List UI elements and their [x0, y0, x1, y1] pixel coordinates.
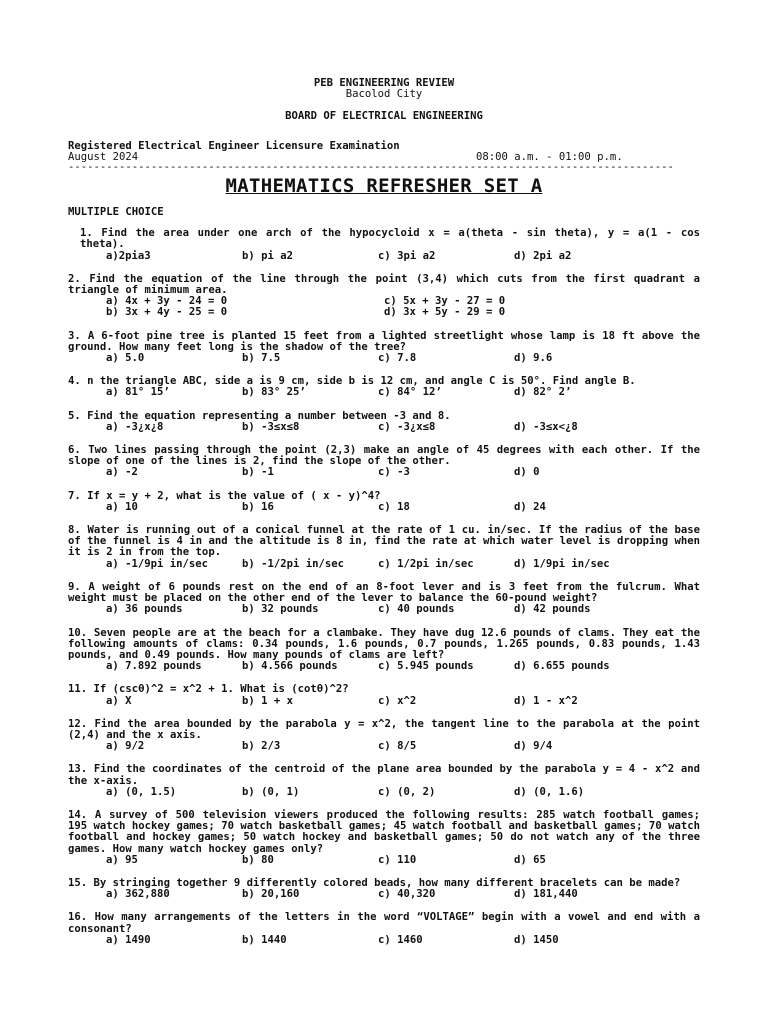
question-stem: 11. If (cscθ)^2 = x^2 + 1. What is (cotθ)^2? [68, 683, 349, 696]
question-item [68, 228, 700, 262]
answer-options [68, 387, 700, 398]
answer-option: a) -1/9pi in/sec [106, 557, 209, 570]
answer-options [68, 502, 700, 513]
answer-options [68, 353, 700, 364]
question-stem: 14. A survey of 500 television viewers produced the following results: 285 watch football games; 195 watch hockey games; 70 watch basketball games; 45 watch football and basketball games; 70 watch football and hockey games; 50 watch hockey and basketball games; 50 do not watch any of the three games. How many watch hockey games only? [68, 808, 700, 855]
answer-option: c) (0, 2) [378, 785, 436, 798]
answer-option: d) 9.6 [514, 352, 553, 365]
answer-option: d) 181,440 [514, 888, 578, 901]
answer-option: b) (0, 1) [242, 785, 300, 798]
question-item [68, 810, 700, 866]
section-heading: MULTIPLE CHOICE [68, 206, 164, 219]
question-stem: 15. By stringing together 9 differently colored beads, how many different bracelets can be made? [68, 876, 681, 889]
question-stem: 7. If x = y + 2, what is the value of ( x - y)^4? [68, 489, 381, 502]
question-stem: 1. Find the area under one arch of the hypocycloid x = a(theta - sin theta), y = a(1 - cos theta). [80, 227, 700, 251]
question-stem: 6. Two lines passing through the point (2,3) make an angle of 45 degrees with each other. If the slope of one of the lines is 2, find the slope of the other. [68, 444, 700, 468]
answer-option: c) 40 pounds [378, 603, 455, 616]
answer-option: b) 83° 25’ [242, 386, 306, 399]
question-item [68, 684, 700, 706]
answer-option: d) 1 - x^2 [514, 694, 578, 707]
answer-options [68, 661, 700, 672]
answer-option: c) 18 [378, 500, 410, 513]
question-stem: 4. n the triangle ABC, side a is 9 cm, side b is 12 cm, and angle C is 50°. Find angle B. [68, 375, 636, 388]
answer-option: b) 1 + x [242, 694, 294, 707]
answer-option: c) 110 [378, 853, 417, 866]
exam-time: 08:00 a.m. - 01:00 p.m. [476, 150, 623, 163]
review-center-name: PEB ENGINEERING REVIEW [313, 77, 455, 89]
answer-option: d) 3x + 5y - 29 = 0 [384, 306, 506, 319]
question-stem: 9. A weight of 6 pounds rest on the end of an 8-foot lever and is 3 feet from the fulcrum. What weight must be placed on the other end of the lever to balance the 60-pound weight? [68, 580, 700, 605]
answer-option: d) 9/4 [514, 740, 553, 753]
question-item [68, 764, 700, 798]
question-item [68, 525, 700, 570]
question-stem: 3. A 6-foot pine tree is planted 15 feet from a lighted streetlight whose lamp is 18 ft above the ground. How many feet long is the shadow of the tree? [68, 329, 700, 353]
question-stem: 16. How many arrangements of the letters in the word “VOLTAGE” begin with a vowel and end with a consonant? [68, 911, 700, 935]
question-stem: 5. Find the equation representing a number between -3 and 8. [68, 409, 451, 422]
answer-options [68, 889, 700, 900]
answer-option: a) (0, 1.5) [106, 785, 177, 798]
answer-option: b) 80 [242, 853, 274, 866]
answer-option: d) 65 [514, 853, 546, 866]
answer-option: d) 1450 [514, 933, 559, 946]
question-item [68, 411, 700, 433]
answer-option: a) 36 pounds [106, 603, 183, 616]
answer-option: a) 4x + 3y - 24 = 0 [106, 295, 228, 308]
exam-name: Registered Electrical Engineer Licensure Examination [68, 139, 400, 152]
answer-option: d) 2pi a2 [514, 249, 572, 262]
question-item [68, 582, 700, 616]
answer-option: a)2pia3 [106, 249, 151, 262]
answer-option: c) -3¿x≤8 [378, 420, 436, 433]
answer-options [68, 935, 700, 946]
review-center-city: Bacolod City [345, 88, 423, 101]
question-item [68, 445, 700, 479]
question-stem: 13. Find the coordinates of the centroid of the plane area bounded by the parabola y = 4 - x^2 and the x-axis. [68, 763, 700, 787]
answer-option: d) 24 [514, 500, 546, 513]
answer-option: a) 10 [106, 500, 138, 513]
answer-option: a) X [106, 694, 132, 707]
answer-option: a) 95 [106, 853, 138, 866]
question-stem: 12. Find the area bounded by the parabola y = x^2, the tangent line to the parabola at the point (2,4) and the x axis. [68, 717, 700, 741]
exam-schedule-row [68, 152, 700, 163]
answer-option: a) 81° 15’ [106, 386, 170, 399]
answer-options [68, 696, 700, 707]
answer-option: d) 1/9pi in/sec [514, 557, 610, 570]
answer-option: c) 8/5 [378, 740, 417, 753]
answer-option: b) 16 [242, 500, 274, 513]
answer-option: d) 82° 2’ [514, 386, 572, 399]
answer-option: a) -3¿x¿8 [106, 420, 164, 433]
board-name: BOARD OF ELECTRICAL ENGINEERING [285, 110, 483, 123]
answer-options [68, 855, 700, 866]
question-item [68, 719, 700, 753]
answer-option: b) -1 [242, 466, 274, 479]
answer-option: b) 2/3 [242, 740, 281, 753]
answer-options [68, 559, 700, 570]
answer-options [68, 604, 700, 615]
answer-option: a) 9/2 [106, 740, 145, 753]
question-item [68, 331, 700, 365]
answer-option: c) 7.8 [378, 352, 417, 365]
answer-option: b) 1440 [242, 933, 287, 946]
answer-option: a) 5.0 [106, 352, 145, 365]
answer-option: c) 1/2pi in/sec [378, 557, 474, 570]
answer-option: c) 1460 [378, 933, 423, 946]
answer-option: a) -2 [106, 466, 138, 479]
answer-option: b) -1/2pi in/sec [242, 557, 345, 570]
question-item [68, 376, 700, 398]
answer-option: b) 3x + 4y - 25 = 0 [106, 306, 228, 319]
question-stem: 10. Seven people are at the beach for a clambake. They have dug 12.6 pounds of clams. They eat the following amounts of clams: 0.34 pounds, 1.6 pounds, 0.7 pounds, 1.265 pounds, 0.83 pounds, 1.43 pounds, and 0.49 pounds. How many pounds of clams are left? [68, 626, 700, 661]
answer-option: c) 5x + 3y - 27 = 0 [384, 295, 506, 308]
question-item [68, 274, 700, 319]
question-item [68, 628, 700, 673]
question-stem: 2. Find the equation of the line through the point (3,4) which cuts from the first quadrant a triangle of minimum area. [68, 272, 700, 297]
answer-option: c) 5.945 pounds [378, 660, 474, 673]
answer-options [68, 422, 700, 433]
answer-option: d) 6.655 pounds [514, 660, 610, 673]
answer-option: b) 32 pounds [242, 603, 319, 616]
answer-option: c) 84° 12’ [378, 386, 442, 399]
answer-options [68, 296, 700, 318]
answer-options [68, 787, 700, 798]
answer-option: b) pi a2 [242, 249, 294, 262]
answer-options-row [106, 307, 700, 318]
question-item [68, 878, 700, 900]
answer-option: d) -3≤x<¿8 [514, 420, 578, 433]
exam-page [68, 78, 700, 946]
answer-option: b) 7.5 [242, 352, 281, 365]
answer-option: b) 20,160 [242, 888, 300, 901]
answer-option: d) 42 pounds [514, 603, 591, 616]
answer-options [68, 467, 700, 478]
answer-options [68, 251, 700, 262]
question-item [68, 912, 700, 946]
page-title: MATHEMATICS REFRESHER SET A [225, 175, 543, 198]
answer-option: a) 7.892 pounds [106, 660, 202, 673]
answer-option: a) 1490 [106, 933, 151, 946]
question-list [68, 228, 700, 946]
answer-option: b) -3≤x≤8 [242, 420, 300, 433]
question-item [68, 491, 700, 513]
answer-option: c) -3 [378, 466, 410, 479]
answer-option: d) (0, 1.6) [514, 785, 585, 798]
answer-option: a) 362,880 [106, 888, 170, 901]
answer-option: d) 0 [514, 466, 540, 479]
question-stem: 8. Water is running out of a conical funnel at the rate of 1 cu. in/sec. If the radius of the base of the funnel is 4 in and the altitude is 8 in, find the rate at which water level is dropping when it is 2 in from the top. [68, 524, 700, 559]
header-divider: ----------------------------------------------------------------------------------------------- [68, 163, 674, 173]
answer-option: c) x^2 [378, 694, 417, 707]
exam-date: August 2024 [68, 150, 139, 163]
answer-option: c) 40,320 [378, 888, 436, 901]
answer-option: b) 4.566 pounds [242, 660, 338, 673]
answer-option: c) 3pi a2 [378, 249, 436, 262]
answer-options [68, 741, 700, 752]
